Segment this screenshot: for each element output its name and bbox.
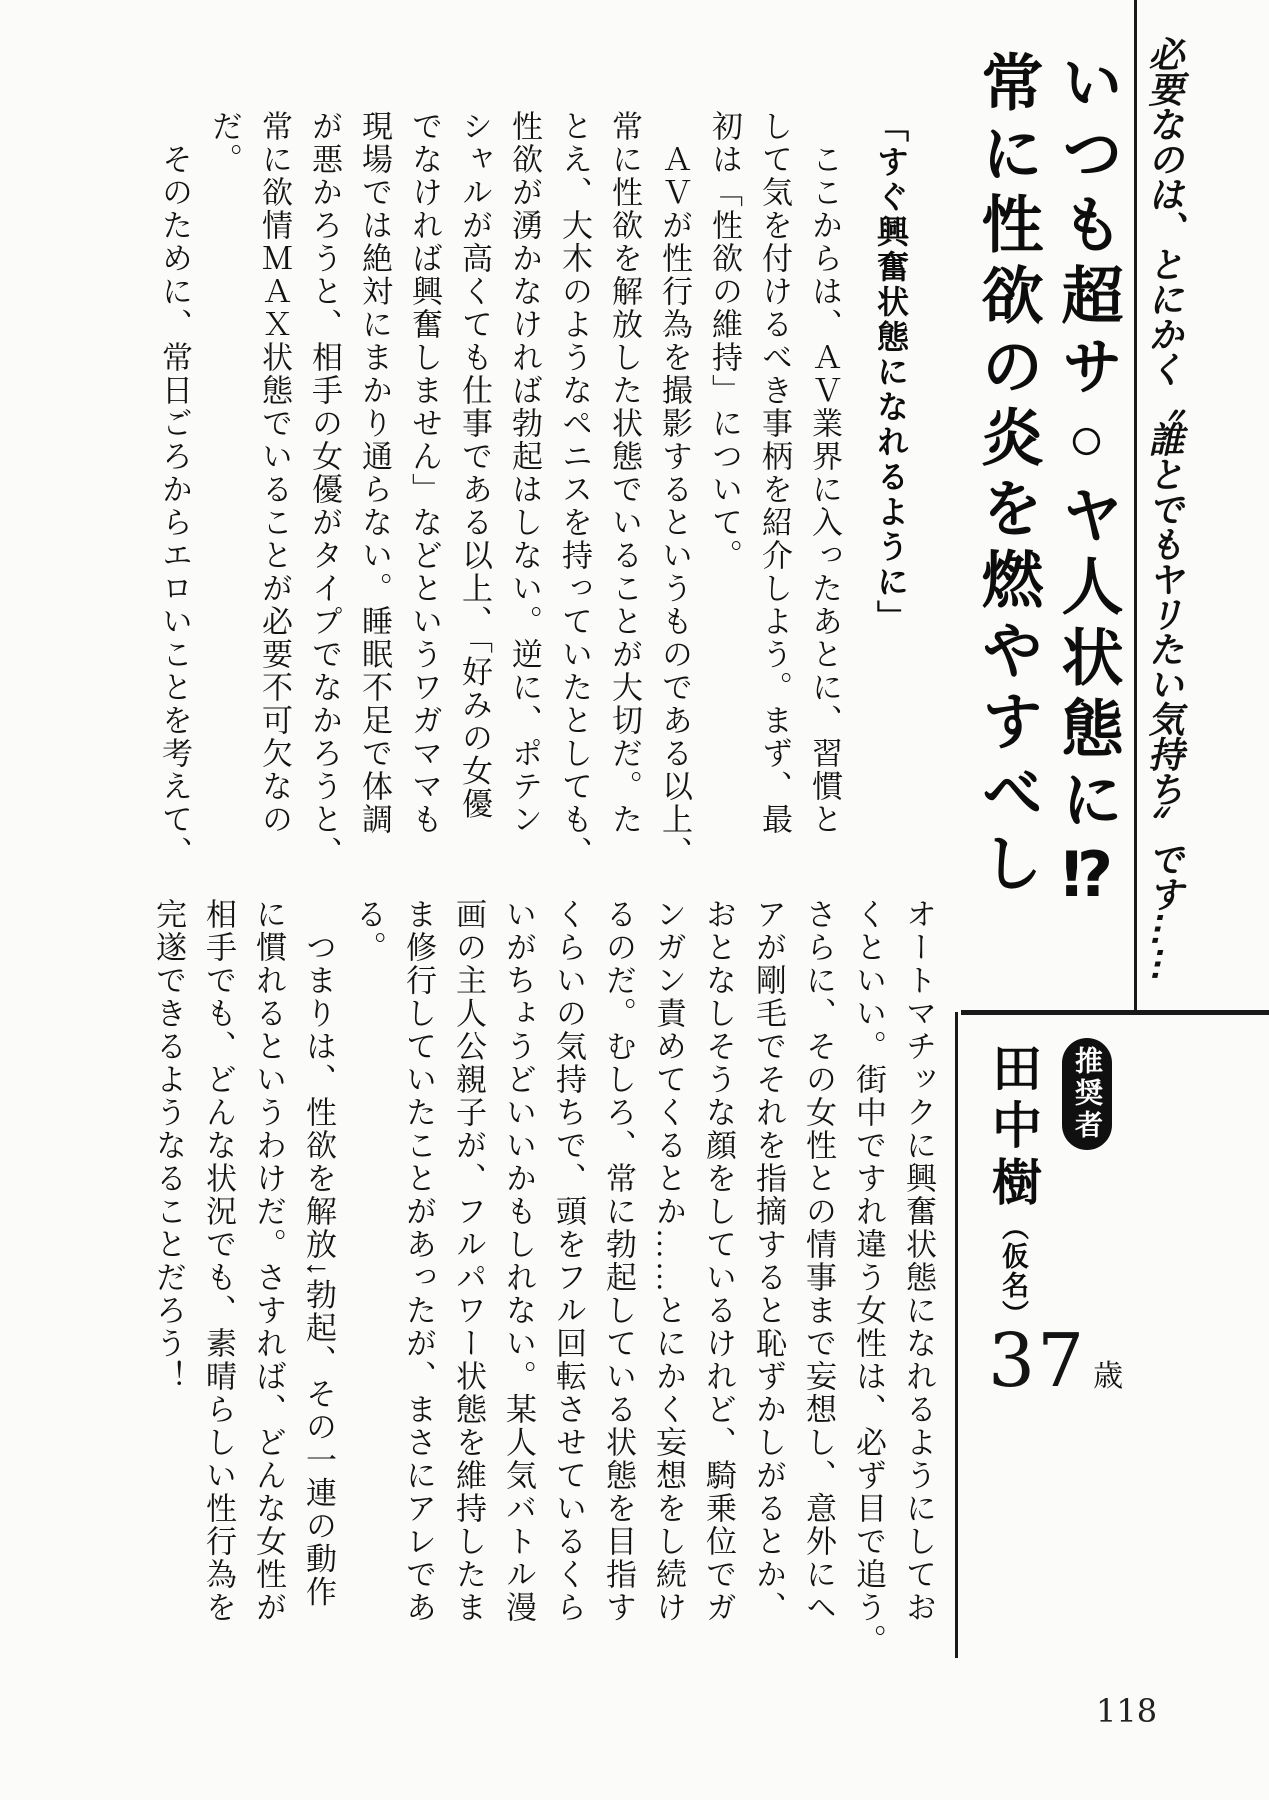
text-column: 現場では絶対にまかり通らない。睡眠不足で体調 xyxy=(357,110,392,836)
kicker-line: 必要なのは、とにかく〝誰とでもヤリたい気持ち〟です…… xyxy=(1143,36,1192,981)
recommender-age xyxy=(988,1318,1124,1404)
text-column: ここからは、ＡＶ業界に入ったあとに、習慣と xyxy=(807,110,842,836)
text-column: おとなしそうな顔をしているけれど、騎乗位でガ xyxy=(701,898,736,1624)
vertical-divider-kicker xyxy=(1134,0,1137,1012)
text-column: さらに、その女性との情事まで妄想し、意外にヘ xyxy=(801,898,836,1624)
text-column: だ。 xyxy=(207,110,242,176)
text-column: シャルが高くても仕事である以上、「好みの女優 xyxy=(457,110,492,821)
recommender-alias: （仮名） xyxy=(998,1213,1028,1329)
body-text-band-top xyxy=(115,110,917,878)
horizontal-divider xyxy=(961,1010,1269,1015)
text-column: でなければ興奮しません」などというワガママも xyxy=(407,110,442,836)
age-value: 37 xyxy=(988,1318,1087,1404)
headline-line-2: 常に性欲の炎を燃やすべし xyxy=(972,50,1041,902)
vertical-divider-profile xyxy=(955,1012,958,1658)
text-column: るのだ。むしろ、常に勃起している状態を目指す xyxy=(601,898,636,1624)
recommender-name-block xyxy=(984,1042,1042,1342)
article-subheading: 「すぐ興奮状態になれるように」 xyxy=(873,110,909,635)
text-column: 性欲が湧かなければ勃起はしない。逆に、ポテン xyxy=(507,110,542,836)
text-column: くといい。街中ですれ違う女性は、必ず目で追う。 xyxy=(851,898,886,1657)
body-text-band-bottom xyxy=(113,898,943,1668)
text-column: 完遂できるようなることだろう！ xyxy=(151,898,186,1393)
text-column: に慣れるというわけだ。さすれば、どんな女性が xyxy=(251,898,286,1624)
text-column: 画の主人公親子が、フルパワー状態を維持したま xyxy=(451,898,486,1624)
page-headline xyxy=(966,50,1126,930)
text-column: アが剛毛でそれを指摘すると恥ずかしがるとか、 xyxy=(751,898,786,1624)
text-column: が悪かろうと、相手の女優がタイプでなかろうと、 xyxy=(307,110,342,869)
text-column: くらいの気持ちで、頭をフル回転させているくら xyxy=(551,898,586,1624)
text-column: ま修行していたことがあったが、まさにアレであ xyxy=(401,898,436,1624)
recommender-badge-label: 推奨者 xyxy=(1072,1046,1103,1142)
text-column: そのために、常日ごろからエロいことを考えて、 xyxy=(157,110,192,869)
text-column: いがちょうどいいかもしれない。某人気バトル漫 xyxy=(501,898,536,1624)
text-column: 常に欲情ＭＡＸ状態でいることが必要不可欠なの xyxy=(257,110,292,836)
text-column: オートマチックに興奮状態になれるようにしてお xyxy=(901,898,936,1624)
text-column: ＡＶが性行為を撮影するというものである以上、 xyxy=(657,110,692,869)
recommender-badge xyxy=(1062,1038,1112,1150)
age-unit: 歳 xyxy=(1093,1359,1124,1394)
page-number: 118 xyxy=(1096,1692,1158,1730)
text-column: 初は「性欲の維持」について。 xyxy=(707,110,742,572)
text-column: 常に性欲を解放した状態でいることが大切だ。た xyxy=(607,110,642,836)
text-column: る。 xyxy=(351,898,386,964)
text-column: して気を付けるべき事柄を紹介しよう。まず、最 xyxy=(757,110,792,836)
headline-line-1: いつも超サ○ヤ人状態に⁉ xyxy=(1052,50,1121,920)
text-column: とえ、大木のようなペニスを持っていたとしても、 xyxy=(557,110,592,869)
text-column: ンガン責めてくるとか……とにかく妄想をし続け xyxy=(651,898,686,1624)
recommender-name: 田中樹 xyxy=(985,1042,1041,1213)
text-column: つまりは、性欲を解放↓勃起、その一連の動作 xyxy=(301,898,336,1609)
text-column: 相手でも、どんな状況でも、素晴らしい性行為を xyxy=(201,898,236,1624)
